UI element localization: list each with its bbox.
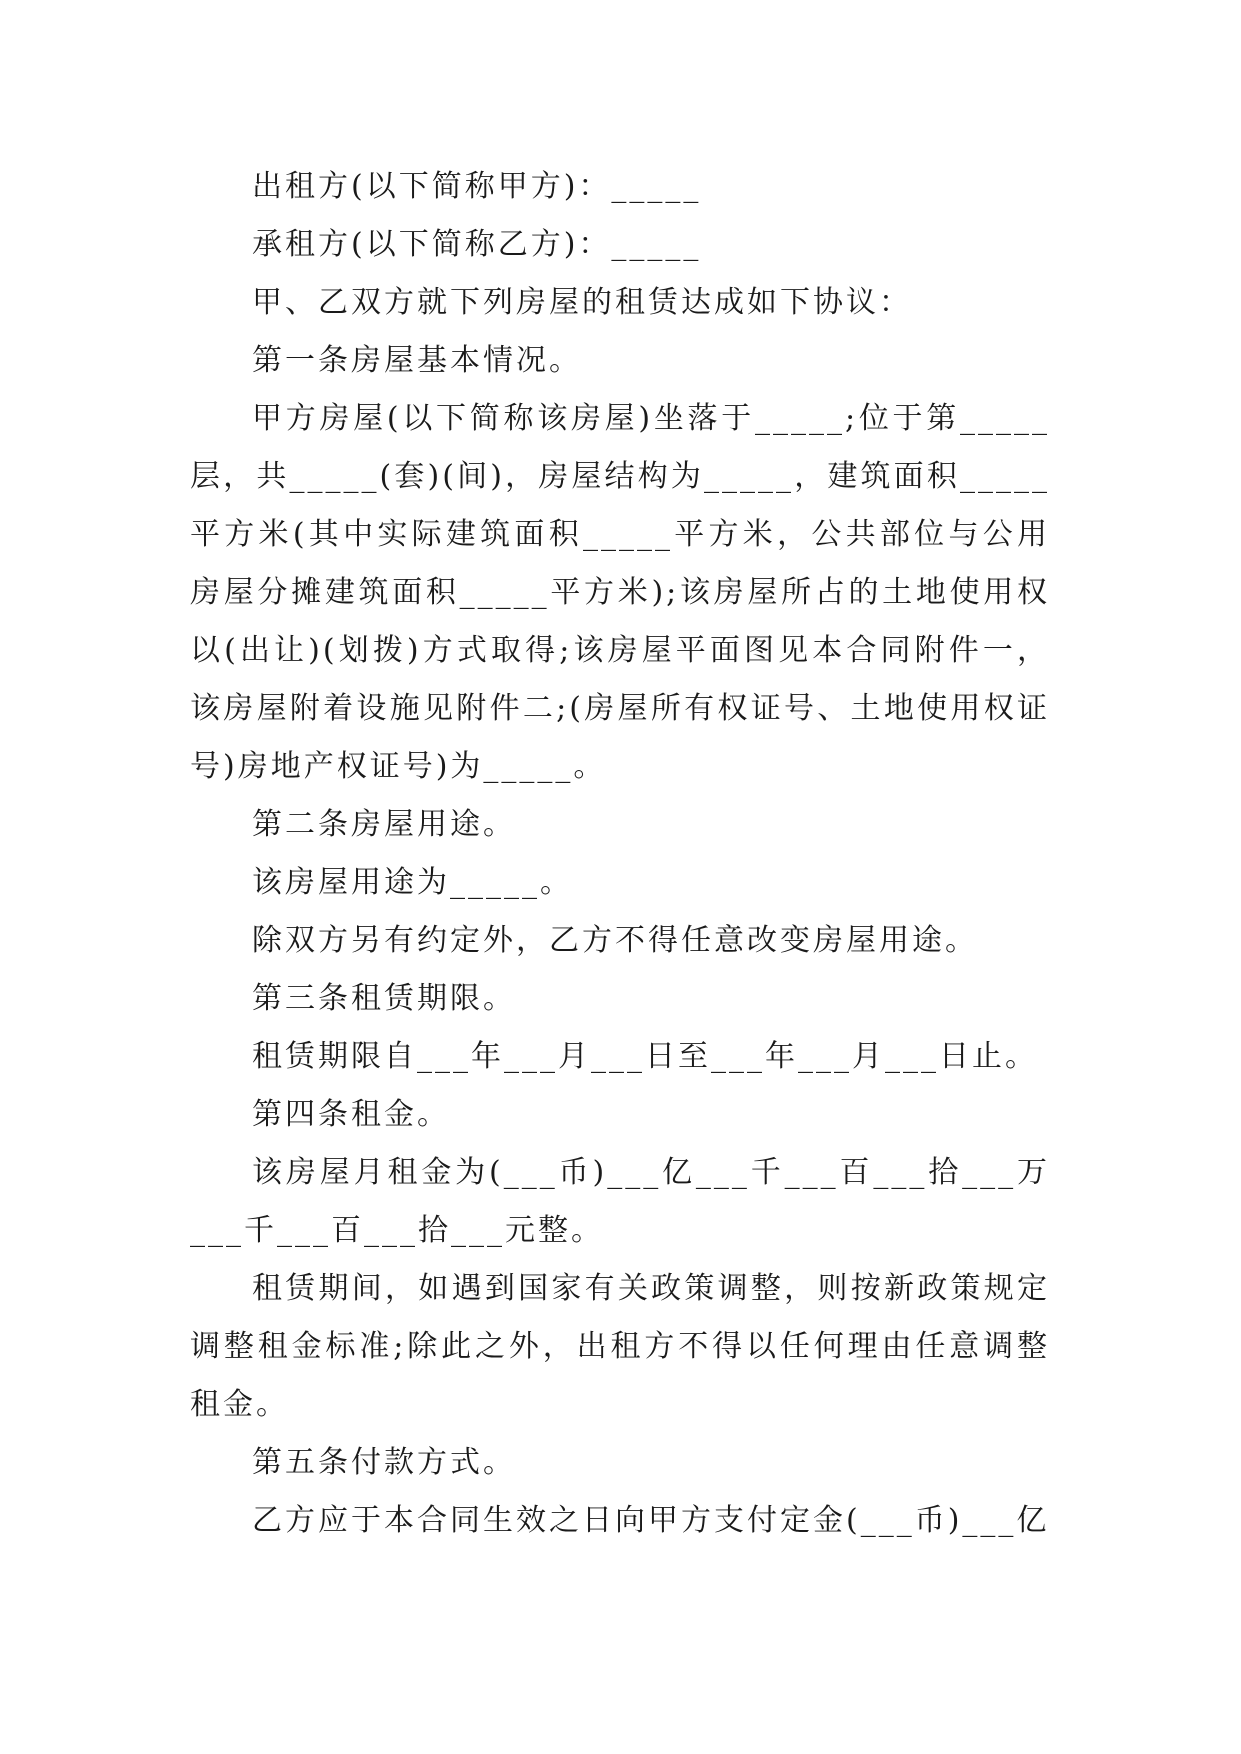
lessee-line: 承租方(以下简称乙方)：_____ bbox=[252, 227, 702, 262]
article-4-heading: 第四条租金。 bbox=[252, 1097, 450, 1132]
article-3-heading: 第三条租赁期限。 bbox=[252, 981, 516, 1016]
article-2-clause: 除双方另有约定外，乙方不得任意改变房屋用途。 bbox=[252, 923, 978, 958]
article-2-heading: 第二条房屋用途。 bbox=[252, 807, 516, 842]
article-5-heading: 第五条付款方式。 bbox=[252, 1445, 516, 1480]
lessor-line: 出租方(以下简称甲方)：_____ bbox=[252, 169, 702, 204]
article-4-clause: 租赁期间，如遇到国家有关政策调整，则按新政策规定调整租金标准;除此之外，出租方不得以任何理由任意调整租金。 bbox=[190, 1271, 1050, 1422]
article-2-body: 该房屋用途为_____。 bbox=[252, 865, 573, 900]
article-3-body: 租赁期限自___年___月___日至___年___月___日止。 bbox=[252, 1039, 1038, 1074]
agreement-intro: 甲、乙双方就下列房屋的租赁达成如下协议： bbox=[252, 285, 912, 320]
article-1-body: 甲方房屋(以下简称该房屋)坐落于_____;位于第_____层，共_____(套)(间)，房屋结构为_____，建筑面积_____平方米(其中实际建筑面积_____平方米，公共部位与公用房屋分摊建筑面积_____平方米);该房屋所占的土地使用权以(出让)(划拨)方式取得;该房屋平面图见本合同附件一，该房屋附着设施见附件二;(房屋所有权证号、土地使用权证号)房地产权证号)为_____。 bbox=[190, 401, 1050, 784]
article-4-body: 该房屋月租金为(___币)___亿___千___百___拾___万___千___百___拾___元整。 bbox=[190, 1155, 1050, 1248]
document-body bbox=[190, 158, 1050, 1550]
article-5-body: 乙方应于本合同生效之日向甲方支付定金(___币)___亿 bbox=[252, 1503, 1050, 1538]
article-1-heading: 第一条房屋基本情况。 bbox=[252, 343, 582, 378]
